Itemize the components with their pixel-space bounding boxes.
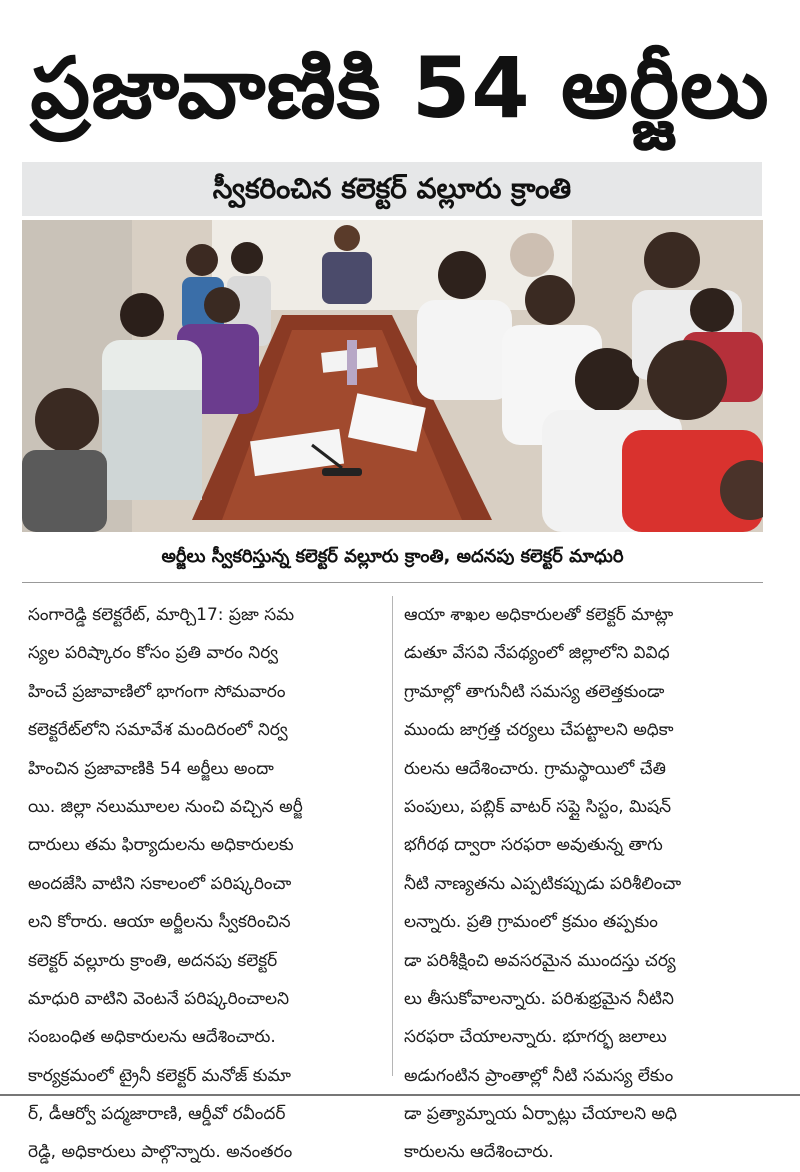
subheadline: స్వీకరించిన కలెక్టర్ వల్లూరు క్రాంతి — [22, 162, 762, 216]
body-line: కార్యక్రమంలో ట్రైనీ కలెక్టర్ మనోజ్ కుమా — [28, 1065, 291, 1086]
body-line: డా ప్రత్యామ్నాయ ఏర్పాట్లు చేయాలని అధి — [404, 1104, 678, 1125]
body-line: సంబంధిత అధికారులను ఆదేశించారు. — [28, 1027, 276, 1048]
body-line: మాధురి వాటిని వెంటనే పరిష్కరించాలని — [28, 988, 290, 1009]
body-line: కలెక్టరేట్‌లోని సమావేశ మందిరంలో నిర్వ — [28, 720, 288, 741]
body-line: స్యల పరిష్కారం కోసం ప్రతి వారం నిర్వ — [28, 643, 279, 664]
body-line: రులను ఆదేశించారు. గ్రామస్థాయిలో చేతి — [404, 758, 666, 779]
body-line: డా పరిశీక్షించి అవసరమైన ముందస్తు చర్య — [404, 950, 676, 971]
body-line: యి. జిల్లా నలుమూలల నుంచి వచ్చిన అర్జీ — [28, 796, 303, 817]
body-line: సరఫరా చేయాలన్నారు. భూగర్భ జలాలు — [404, 1027, 667, 1048]
body-line: లు తీసుకోవాలన్నారు. పరిశుభ్రమైన నీటిని — [404, 988, 674, 1009]
body-line: భగీరథ ద్వారా సరఫరా అవుతున్న తాగు — [404, 835, 663, 856]
body-line: లన్నారు. ప్రతి గ్రామంలో క్రమం తప్పకుం — [404, 912, 658, 933]
body-line: దారులు తమ ఫిర్యాదులను అధికారులకు — [28, 835, 294, 856]
photo-caption: అర్జీలు స్వీకరిస్తున్న కలెక్టర్ వల్లూరు క్రాంతి, అదనపు కలెక్టర్ మాధురి — [161, 546, 624, 567]
body-line: కారులను ఆదేశించారు. — [404, 1142, 554, 1163]
body-line: హించిన ప్రజావాణికి 54 అర్జీలు అందా — [28, 758, 274, 779]
body-line: హించే ప్రజావాణిలో భాగంగా సోమవారం — [28, 681, 286, 702]
body-line: ముందు జాగ్రత్త చర్యలు చేపట్టాలని అధికా — [404, 720, 674, 741]
column-divider — [392, 596, 393, 1076]
article-column-right — [404, 596, 760, 1172]
body-line: కలెక్టర్ వల్లూరు క్రాంతి, అదనపు కలెక్టర్ — [28, 950, 278, 971]
body-line: పంపులు, పబ్లిక్ వాటర్ సప్లై సిస్టం, మిషన్ — [404, 796, 672, 817]
article-column-left — [28, 596, 384, 1172]
body-line: డుతూ వేసవి నేపథ్యంలో జిల్లాలోని వివిధ — [404, 643, 670, 664]
body-line: నీటి నాణ్యతను ఎప్పటికప్పుడు పరిశీలించా — [404, 873, 682, 894]
body-line: రెడ్డి, అధికారులు పాల్గొన్నారు. అనంతరం — [28, 1142, 293, 1163]
body-line: లని కోరారు. ఆయా అర్జీలను స్వీకరించిన — [28, 912, 291, 933]
body-line: సంగారెడ్డి కలెక్టరేట్, మార్చి17: ప్రజా సమ — [28, 605, 295, 625]
headline: ప్రజావాణికి 54 అర్జీలు — [30, 39, 770, 137]
caption-divider — [22, 582, 763, 583]
body-line: అడుగంటిన ప్రాంతాల్లో నీటి సమస్య లేకుం — [404, 1065, 674, 1086]
bottom-border — [0, 1094, 800, 1096]
body-line: గ్రామాల్లో తాగునీటి సమస్య తలెత్తకుండా — [404, 681, 665, 702]
body-line: ర్, డీఆర్వో పద్మజారాణి, ఆర్డీవో రవీందర్ — [28, 1104, 286, 1125]
meeting-photo-illustration — [22, 220, 763, 532]
body-line: అందజేసి వాటిని సకాలంలో పరిష్కరించా — [28, 873, 292, 894]
body-line: ఆయా శాఖల అధికారులతో కలెక్టర్ మాట్లా — [404, 605, 674, 625]
news-photo — [22, 220, 763, 532]
